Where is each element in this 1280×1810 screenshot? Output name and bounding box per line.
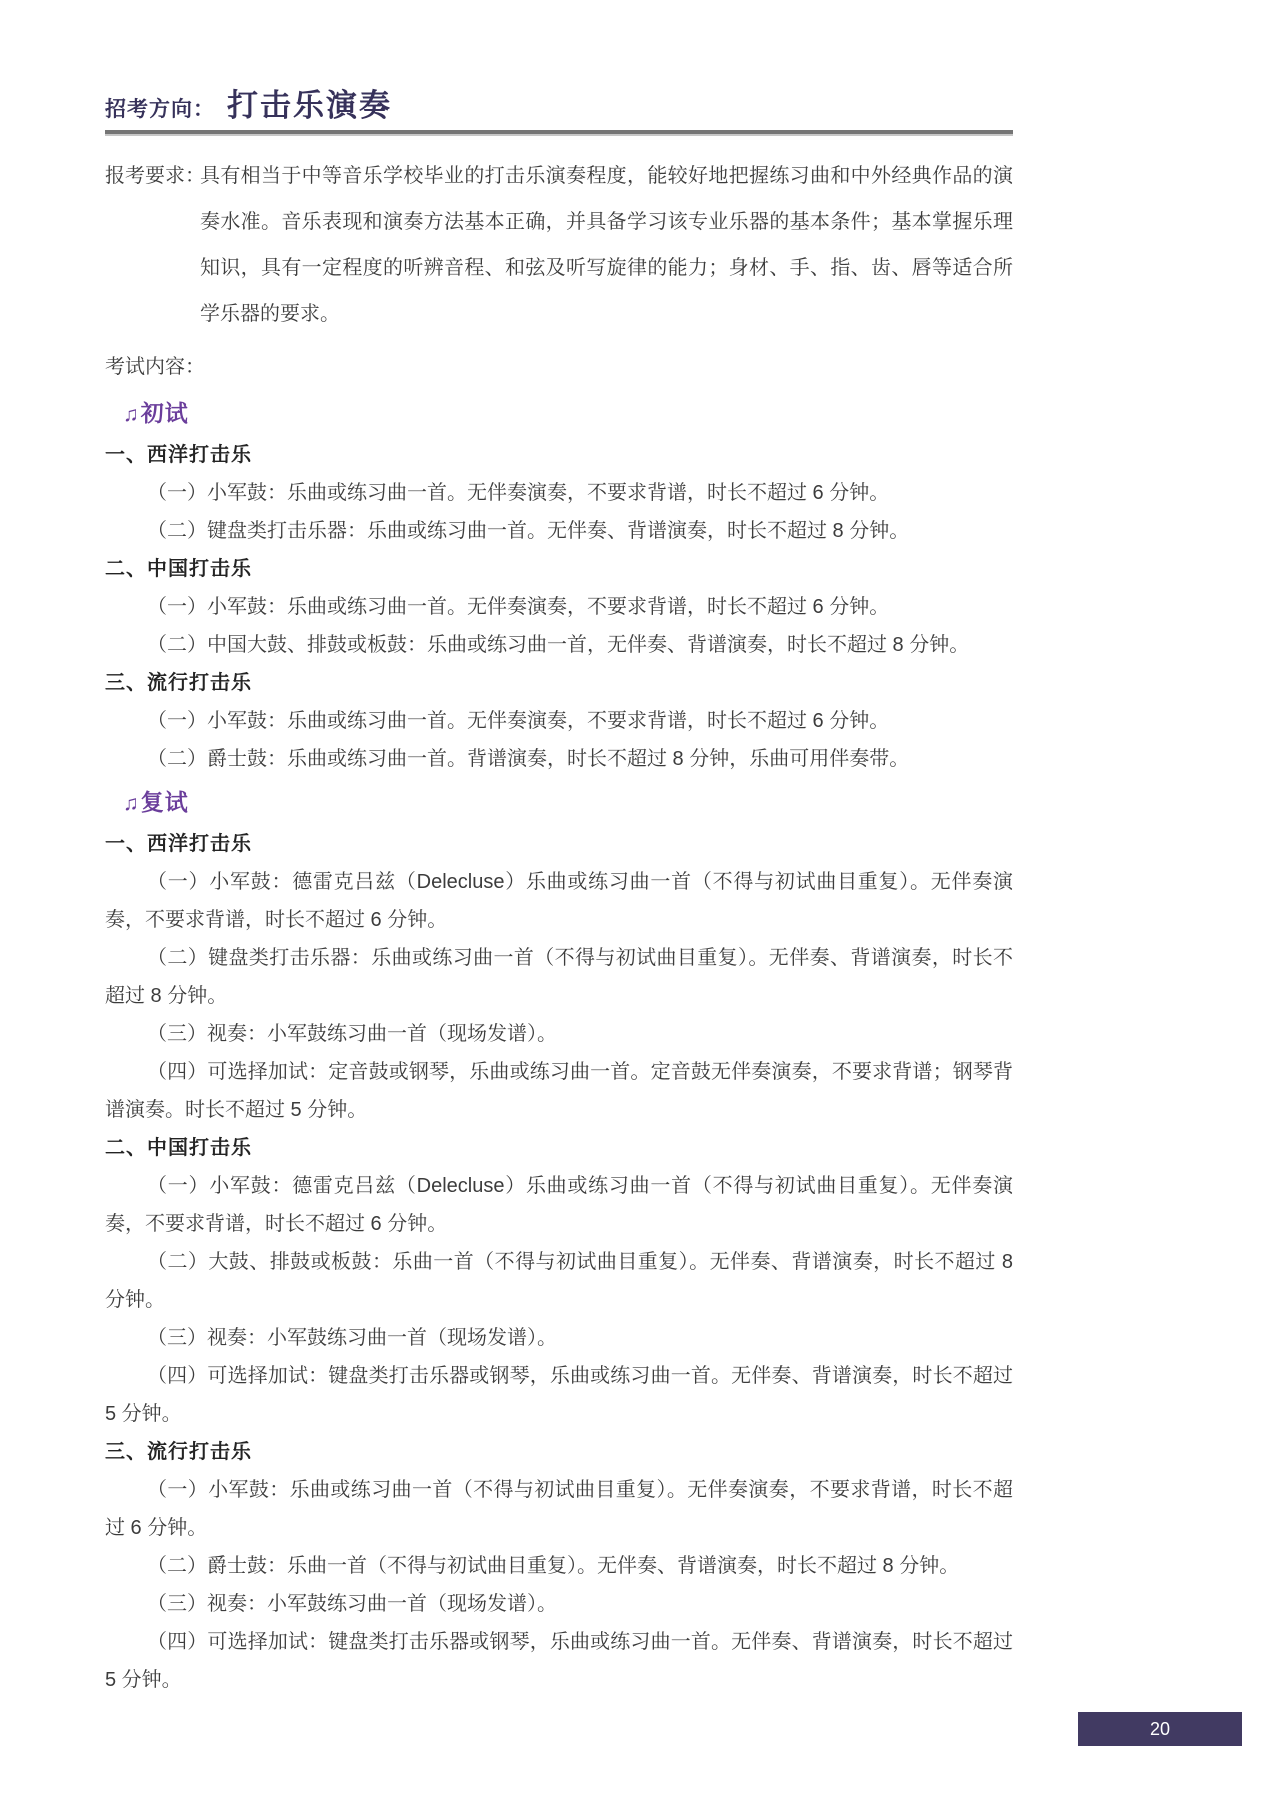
header-rule bbox=[105, 130, 1013, 136]
exam-item: （二）爵士鼓：乐曲或练习曲一首。背谱演奏，时长不超过 8 分钟，乐曲可用伴奏带。 bbox=[147, 748, 910, 770]
exam-item: （四）可选择加试：定音鼓或钢琴，乐曲或练习曲一首。定音鼓无伴奏演奏，不要求背谱；钢琴背谱演奏。时长不超过 5 分钟。 bbox=[105, 1061, 1013, 1121]
round-title bbox=[105, 392, 1013, 436]
exam-item: （三）视奏：小军鼓练习曲一首（现场发谱）。 bbox=[147, 1023, 557, 1045]
round-name: 复试 bbox=[140, 789, 189, 815]
music-note-icon: ♫ bbox=[123, 792, 140, 815]
group-title: 二、中国打击乐 bbox=[105, 1137, 252, 1159]
exam-item: （一）小军鼓：乐曲或练习曲一首（不得与初试曲目重复）。无伴奏演奏，不要求背谱，时长不超过 6 分钟。 bbox=[105, 1479, 1013, 1539]
direction-title: 打击乐演奏 bbox=[227, 88, 392, 123]
exam-item: （四）可选择加试：键盘类打击乐器或钢琴，乐曲或练习曲一首。无伴奏、背谱演奏，时长不超过 5 分钟。 bbox=[105, 1365, 1013, 1425]
requirements-label: 报考要求： bbox=[105, 165, 205, 187]
group-title: 三、流行打击乐 bbox=[105, 1441, 252, 1463]
exam-item: （一）小军鼓：乐曲或练习曲一首。无伴奏演奏，不要求背谱，时长不超过 6 分钟。 bbox=[147, 710, 890, 732]
music-note-icon: ♫ bbox=[123, 403, 140, 426]
round-name: 初试 bbox=[140, 400, 189, 426]
exam-item: （二）键盘类打击乐器：乐曲或练习曲一首（不得与初试曲目重复）。无伴奏、背谱演奏，时长不超过 8 分钟。 bbox=[105, 947, 1013, 1007]
exam-item: （二）爵士鼓：乐曲一首（不得与初试曲目重复）。无伴奏、背谱演奏，时长不超过 8 分钟。 bbox=[147, 1555, 960, 1577]
exam-item: （二）中国大鼓、排鼓或板鼓：乐曲或练习曲一首，无伴奏、背谱演奏，时长不超过 8 分钟。 bbox=[147, 634, 970, 656]
exam-item: （三）视奏：小军鼓练习曲一首（现场发谱）。 bbox=[147, 1593, 557, 1615]
doc-header bbox=[105, 80, 1013, 125]
exam-item: （一）小军鼓：德雷克吕兹（Delecluse）乐曲或练习曲一首（不得与初试曲目重复）。无伴奏演奏，不要求背谱，时长不超过 6 分钟。 bbox=[105, 871, 1013, 931]
exam-item: （一）小军鼓：乐曲或练习曲一首。无伴奏演奏，不要求背谱，时长不超过 6 分钟。 bbox=[147, 482, 890, 504]
group-title: 一、西洋打击乐 bbox=[105, 444, 252, 466]
exam-item: （三）视奏：小军鼓练习曲一首（现场发谱）。 bbox=[147, 1327, 557, 1349]
group-title: 一、西洋打击乐 bbox=[105, 833, 252, 855]
round-title bbox=[105, 781, 1013, 825]
page-content bbox=[105, 80, 1013, 1699]
group-title: 三、流行打击乐 bbox=[105, 672, 252, 694]
exam-content-label: 考试内容： bbox=[105, 356, 205, 378]
group-title: 二、中国打击乐 bbox=[105, 558, 252, 580]
requirements-paragraph bbox=[105, 153, 1013, 337]
page-number-badge bbox=[1078, 1712, 1242, 1746]
exam-item: （一）小军鼓：德雷克吕兹（Delecluse）乐曲或练习曲一首（不得与初试曲目重复）。无伴奏演奏，不要求背谱，时长不超过 6 分钟。 bbox=[105, 1175, 1013, 1235]
page-number: 20 bbox=[1149, 1718, 1171, 1739]
exam-item: （一）小军鼓：乐曲或练习曲一首。无伴奏演奏，不要求背谱，时长不超过 6 分钟。 bbox=[147, 596, 890, 618]
exam-item: （二）大鼓、排鼓或板鼓：乐曲一首（不得与初试曲目重复）。无伴奏、背谱演奏，时长不超过 8 分钟。 bbox=[105, 1251, 1013, 1311]
requirements-text: 具有相当于中等音乐学校毕业的打击乐演奏程度，能较好地把握练习曲和中外经典作品的演奏水准。音乐表现和演奏方法基本正确，并具备学习该专业乐器的基本条件；基本掌握乐理知识，具有一定程度的听辨音程、和弦及听写旋律的能力；身材、手、指、齿、唇等适合所学乐器的要求。 bbox=[200, 165, 1013, 325]
exam-rounds bbox=[105, 392, 1013, 1699]
exam-item: （二）键盘类打击乐器：乐曲或练习曲一首。无伴奏、背谱演奏，时长不超过 8 分钟。 bbox=[147, 520, 910, 542]
exam-item: （四）可选择加试：键盘类打击乐器或钢琴，乐曲或练习曲一首。无伴奏、背谱演奏，时长不超过 5 分钟。 bbox=[105, 1631, 1013, 1691]
direction-label: 招考方向： bbox=[105, 98, 215, 121]
